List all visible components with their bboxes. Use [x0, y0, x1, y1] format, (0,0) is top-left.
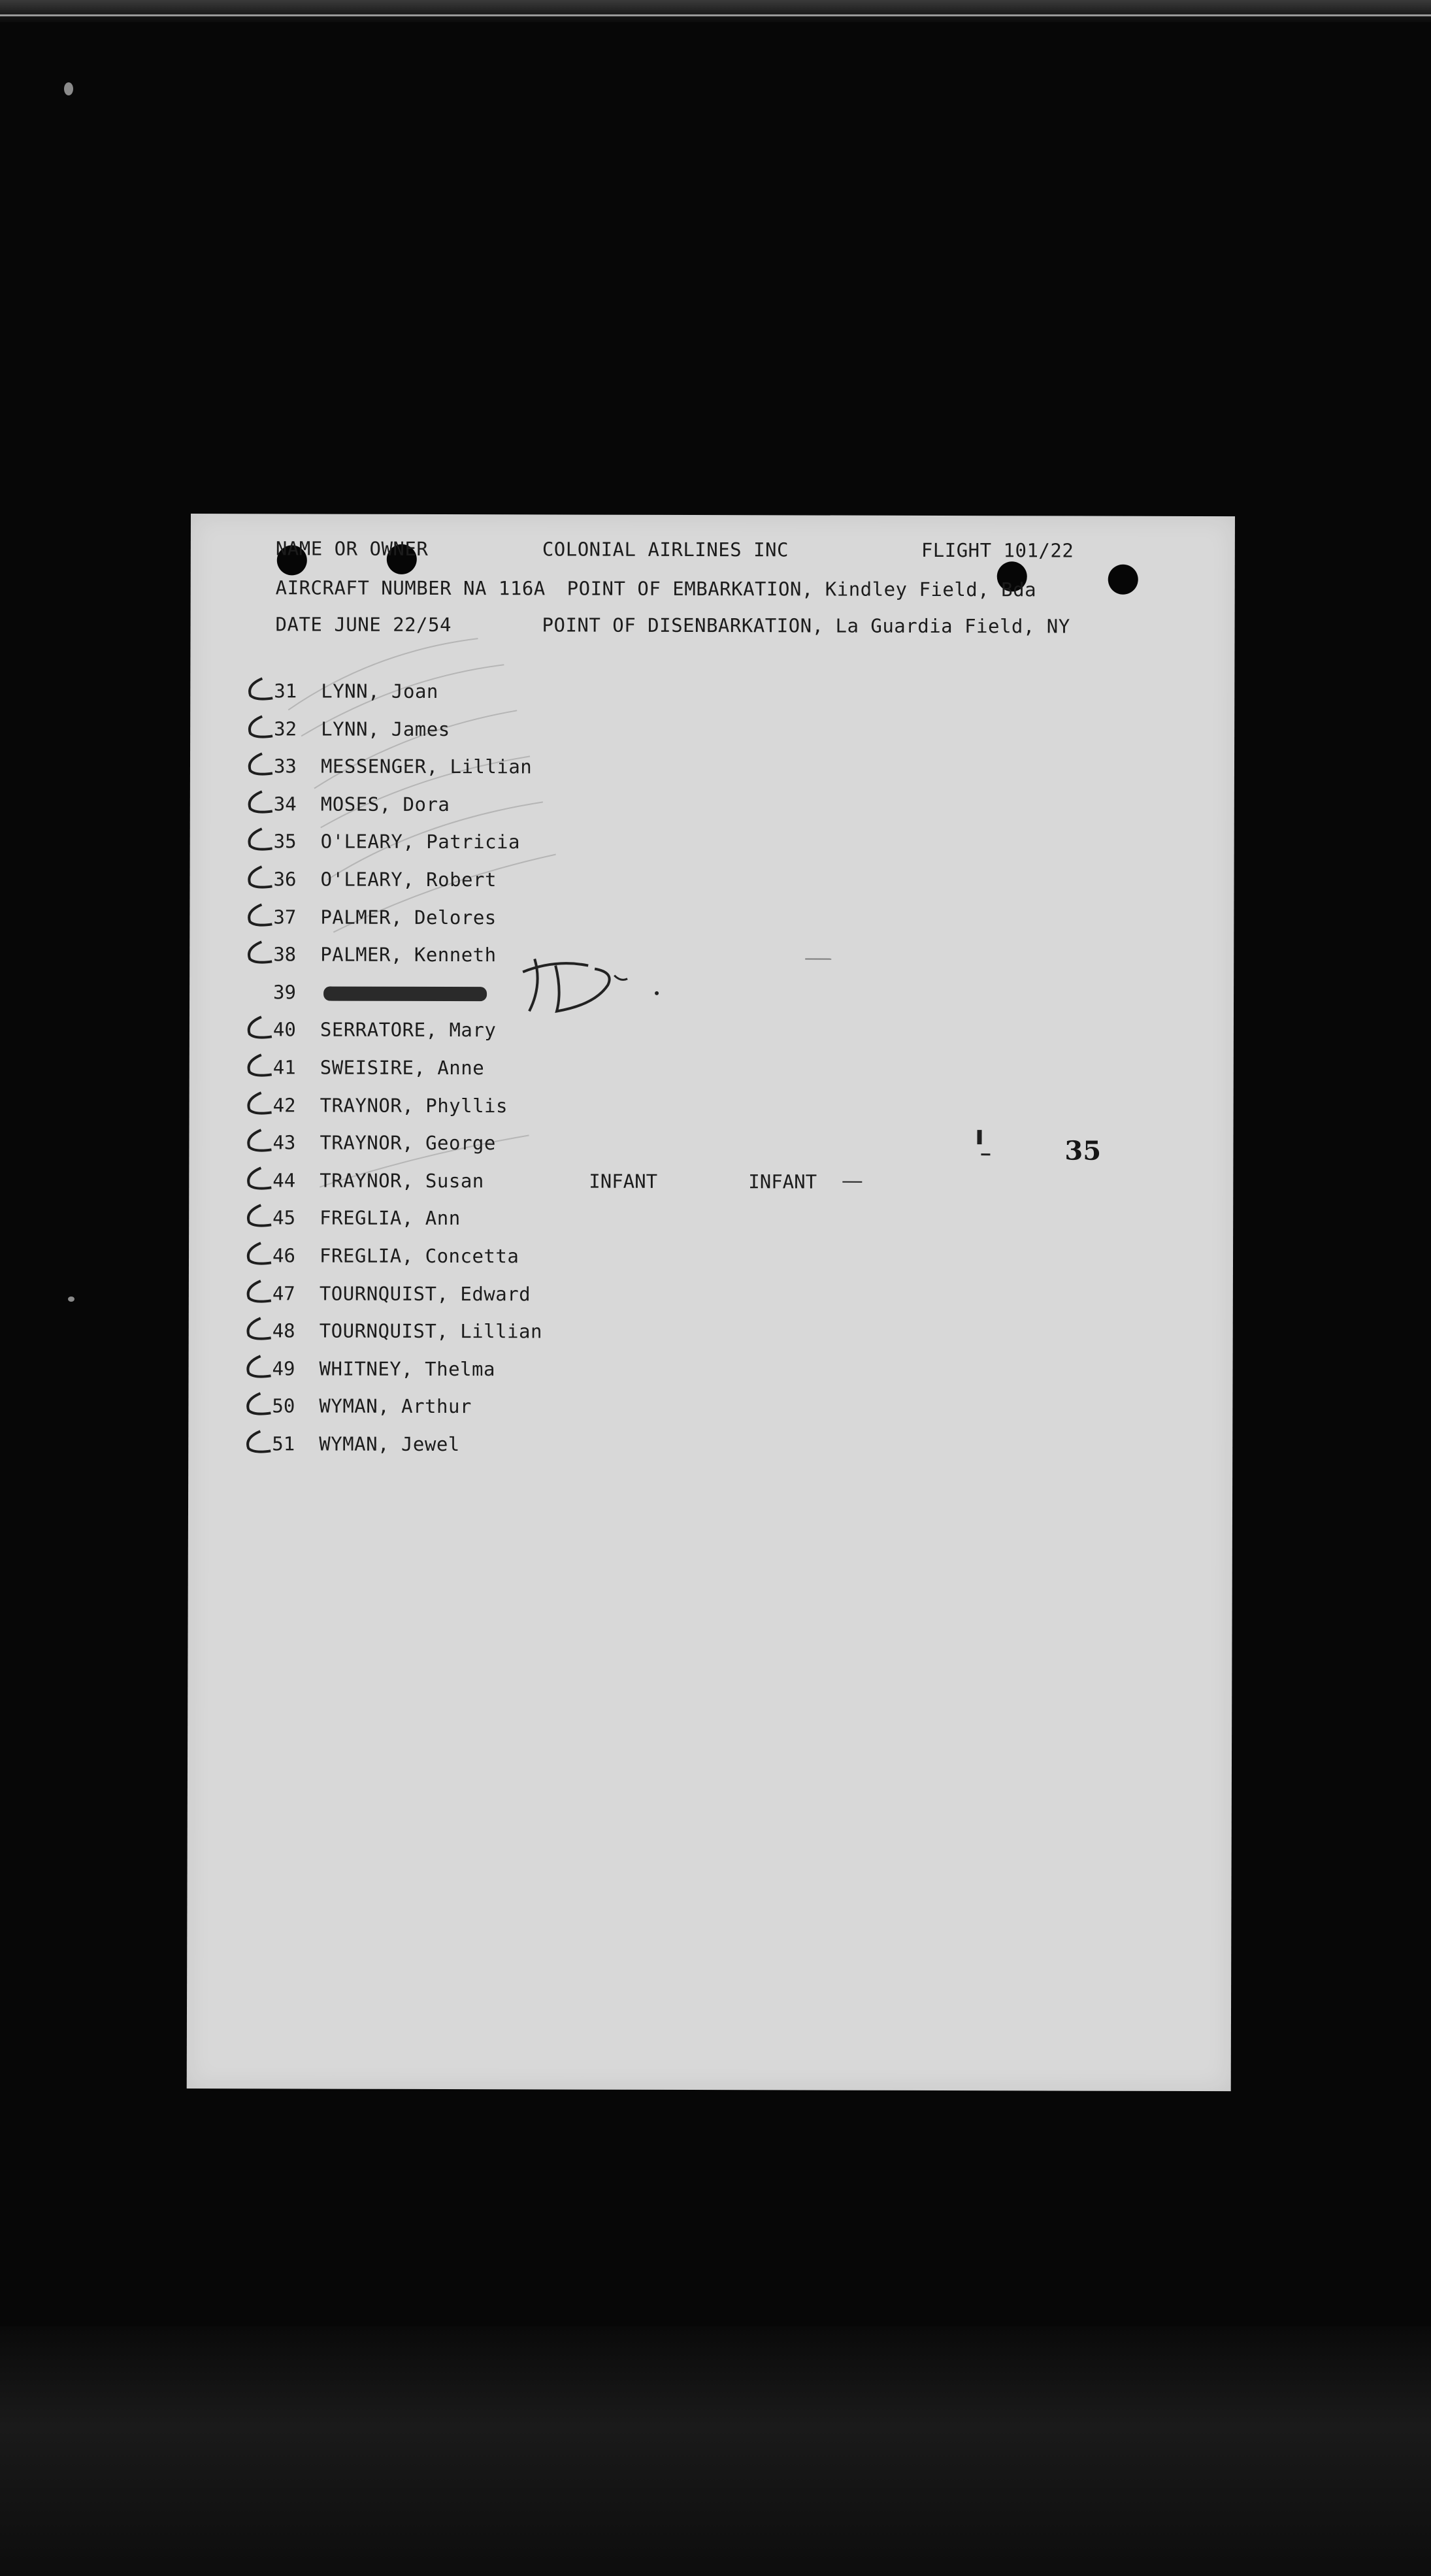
passenger-number: 31	[274, 680, 297, 702]
passenger-name: TRAYNOR, Susan	[320, 1169, 484, 1192]
point-of-embarkation: POINT OF EMBARKATION, Kindley Field, Bda	[567, 577, 1037, 601]
film-top-edge	[0, 0, 1431, 22]
passenger-number: 40	[272, 1018, 296, 1041]
film-bottom-band	[0, 2326, 1431, 2576]
passenger-name: FREGLIA, Concetta	[319, 1244, 519, 1268]
passenger-name: WYMAN, Arthur	[319, 1395, 472, 1418]
passenger-row	[189, 1169, 1169, 1204]
manifest-page	[187, 514, 1235, 2091]
punch-hole	[1108, 565, 1138, 595]
passenger-row	[189, 1094, 1170, 1129]
passenger-name: TRAYNOR, George	[320, 1131, 496, 1155]
passenger-row	[189, 943, 1170, 978]
stray-dash	[805, 958, 831, 959]
infant-note: INFANT	[589, 1170, 658, 1193]
passenger-number: 45	[272, 1206, 296, 1229]
passenger-name: TRAYNOR, Phyllis	[320, 1094, 508, 1117]
passenger-count: 35	[1064, 1135, 1102, 1166]
passenger-number: 51	[272, 1432, 295, 1455]
passenger-number: 50	[272, 1395, 295, 1417]
passenger-number: 39	[273, 981, 297, 1004]
passenger-number: 41	[272, 1056, 296, 1079]
passenger-number: 38	[273, 943, 297, 966]
passenger-name: O'LEARY, Robert	[320, 868, 497, 891]
passenger-row	[189, 868, 1170, 903]
film-edge-line	[0, 14, 1431, 16]
passenger-name: PALMER, Delores	[320, 906, 497, 929]
passenger-row	[189, 981, 1170, 1016]
passenger-name: TOURNQUIST, Edward	[319, 1282, 531, 1305]
passenger-row	[188, 1395, 1168, 1430]
passenger-number: 44	[272, 1169, 296, 1192]
passenger-row	[189, 1282, 1169, 1317]
stray-mark	[977, 1130, 981, 1144]
passenger-row	[189, 1056, 1170, 1091]
point-of-disembarkation: POINT OF DISENBARKATION, La Guardia Field, NY	[542, 614, 1070, 638]
passenger-name: WHITNEY, Thelma	[319, 1357, 496, 1381]
passenger-row	[189, 1018, 1170, 1053]
passenger-number: 47	[272, 1281, 295, 1305]
passenger-row	[190, 793, 1170, 828]
passenger-row	[190, 755, 1170, 790]
passenger-row	[189, 1206, 1169, 1242]
passenger-number: 48	[272, 1319, 295, 1342]
passenger-row	[190, 680, 1170, 715]
passenger-row	[188, 1357, 1168, 1393]
passenger-row	[189, 1131, 1169, 1166]
manifest-date: DATE JUNE 22/54	[275, 613, 452, 636]
airline-name: COLONIAL AIRLINES INC	[542, 538, 789, 561]
passenger-row	[189, 906, 1170, 941]
infant-note: INFANT	[748, 1170, 817, 1193]
redacted-name	[323, 986, 487, 1001]
passenger-name: O'LEARY, Patricia	[320, 830, 521, 853]
passenger-name: MESSENGER, Lillian	[320, 755, 533, 778]
passenger-row	[190, 830, 1170, 865]
passenger-number: 36	[273, 868, 297, 891]
handwritten-initials	[516, 946, 666, 1018]
passenger-name: FREGLIA, Ann	[320, 1206, 461, 1230]
passenger-name: TOURNQUIST, Lillian	[319, 1319, 543, 1343]
passenger-number: 33	[273, 755, 297, 778]
passenger-number: 46	[272, 1244, 295, 1267]
stray-mark	[981, 1153, 990, 1155]
passenger-number: 34	[273, 793, 297, 816]
passenger-row	[189, 1244, 1169, 1280]
dash-mark	[842, 1181, 862, 1182]
passenger-number: 37	[273, 905, 297, 929]
passenger-name: LYNN, Joan	[321, 680, 438, 702]
film-dust-speck	[64, 82, 73, 95]
passenger-name: SERRATORE, Mary	[320, 1018, 497, 1042]
passenger-number: 35	[273, 830, 297, 853]
passenger-name: WYMAN, Jewel	[319, 1432, 460, 1456]
passenger-row	[188, 1432, 1168, 1468]
flight-number: FLIGHT 101/22	[921, 538, 1074, 562]
film-dust-speck	[68, 1296, 74, 1302]
aircraft-number: AIRCRAFT NUMBER NA 116A	[275, 576, 546, 600]
passenger-row	[189, 1319, 1169, 1355]
passenger-number: 42	[272, 1093, 296, 1117]
passenger-name: SWEISIRE, Anne	[320, 1056, 485, 1080]
passenger-name: LYNN, James	[321, 718, 450, 740]
passenger-number: 32	[274, 717, 297, 740]
passenger-number: 43	[272, 1131, 296, 1154]
name-or-owner-label: NAME OR OWNER	[275, 537, 429, 560]
passenger-number: 49	[272, 1357, 295, 1380]
passenger-name: MOSES, Dora	[320, 793, 450, 816]
passenger-name: PALMER, Kenneth	[320, 943, 497, 966]
passenger-row	[190, 718, 1170, 753]
